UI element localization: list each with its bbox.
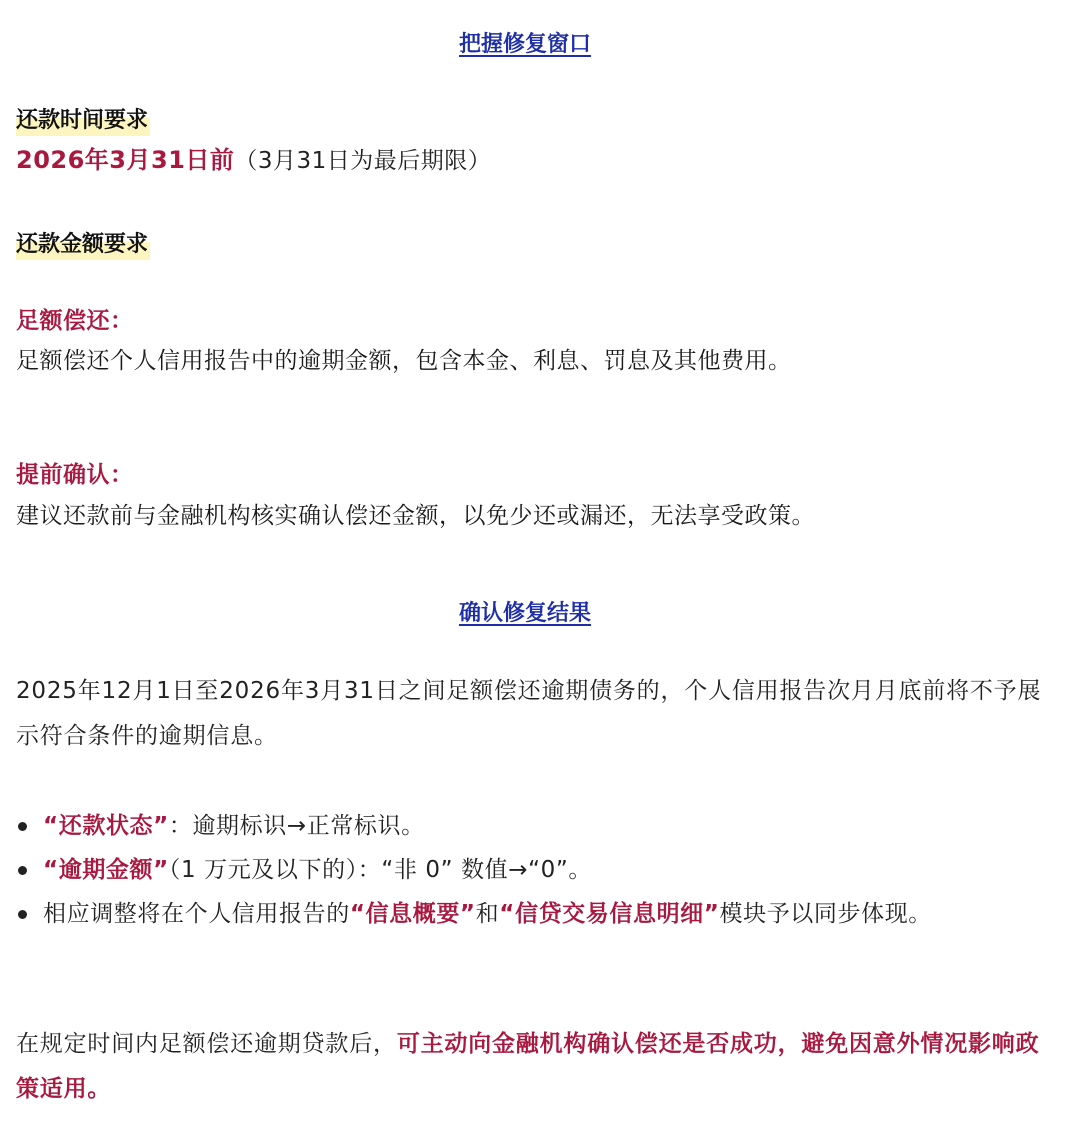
result-paragraph: 2025年12月1日至2026年3月31日之间足额偿还逾期债务的，个人信用报告次月月底前将不予展示符合条件的逾期信息。 [16, 678, 1042, 749]
confirm-text: 建议还款前与金融机构核实确认偿还金额，以免少还或漏还，无法享受政策。 [16, 503, 815, 529]
closing-normal-text: 在规定时间内足额偿还逾期贷款后， [16, 1031, 397, 1057]
bullet-prefix: 相应调整将在个人信用报告的 [43, 901, 350, 927]
closing-accent-text: 可主动向金融机构确认偿还是否成功，避免因意外情况影响政策适用。 [16, 1031, 1040, 1102]
result-bullet-list [16, 804, 1046, 936]
full-repay-text: 足额偿还个人信用报告中的逾期金额，包含本金、利息、罚息及其他费用。 [16, 348, 792, 374]
list-item [16, 848, 1046, 892]
time-requirement-label: 还款时间要求 [16, 106, 150, 136]
bullet-text: （1 万元及以下的）：“非 0” 数值→“0”。 [168, 857, 593, 883]
bullet-dot-icon [18, 866, 27, 875]
bullet-dot-icon [18, 910, 27, 919]
bullet-highlight: “还款状态” [43, 813, 169, 839]
deadline-date: 2026年3月31日前 [16, 146, 235, 174]
bullet-highlight: “信息概要” [349, 901, 476, 927]
deadline-note: （3月31日为最后期限） [234, 148, 492, 174]
list-item [16, 804, 1046, 848]
bullet-highlight: “逾期金额” [43, 857, 169, 883]
bullet-highlight-2: “信贷交易信息明细” [499, 901, 720, 927]
bullet-middle: 和 [475, 901, 500, 927]
list-item [16, 892, 1046, 936]
section-title-confirm-result[interactable]: 确认修复结果 [458, 601, 591, 626]
deadline-line [16, 144, 491, 177]
closing-paragraph [16, 1022, 1046, 1112]
full-repay-heading: 足额偿还： [16, 308, 134, 334]
section-title-repair-window[interactable]: 把握修复窗口 [458, 32, 591, 57]
bullet-text: ：逾期标识→正常标识。 [168, 813, 425, 839]
bullet-dot-icon [18, 822, 27, 831]
confirm-heading: 提前确认： [16, 462, 134, 488]
amount-requirement-label: 还款金额要求 [16, 230, 150, 260]
bullet-suffix: 模块予以同步体现。 [719, 901, 932, 927]
